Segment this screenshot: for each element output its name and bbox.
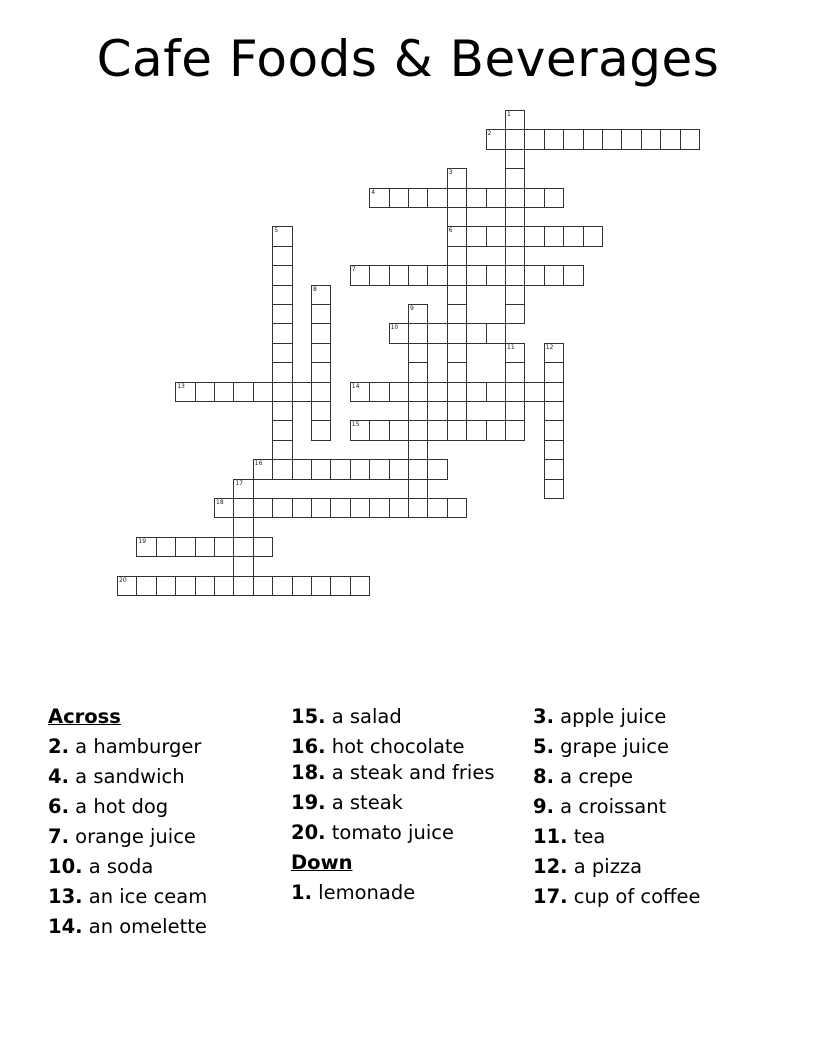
clue-number: 14: [351, 382, 360, 390]
grid-cell[interactable]: [389, 459, 409, 479]
grid-cell[interactable]: [466, 323, 486, 343]
clue-number: 20: [119, 576, 127, 584]
grid-cell[interactable]: [466, 265, 486, 285]
clue-across-16: 16. hot chocolate: [291, 735, 465, 758]
clue-down-9: 9. a croissant: [533, 795, 667, 818]
grid-cell[interactable]: [350, 420, 370, 440]
grid-cell[interactable]: [389, 382, 409, 402]
grid-cell[interactable]: [544, 129, 564, 149]
grid-cell[interactable]: [447, 382, 467, 402]
grid-cell[interactable]: [486, 323, 506, 343]
grid-cell[interactable]: [175, 576, 195, 596]
grid-cell[interactable]: [408, 440, 428, 460]
grid-cell[interactable]: [292, 459, 312, 479]
grid-cell[interactable]: [136, 576, 156, 596]
grid-cell[interactable]: [350, 576, 370, 596]
grid-cell[interactable]: [272, 401, 292, 421]
grid-cell[interactable]: [486, 420, 506, 440]
grid-cell[interactable]: [505, 149, 525, 169]
grid-cell[interactable]: [272, 576, 292, 596]
clue-number: 2: [487, 130, 492, 138]
grid-cell[interactable]: [369, 459, 389, 479]
puzzle-title: Cafe Foods & Beverages: [96, 30, 720, 88]
clue-number: 4: [371, 188, 376, 196]
grid-cell[interactable]: [563, 265, 583, 285]
clue-number: 11: [507, 343, 515, 351]
clue-down-12: 12. a pizza: [533, 855, 643, 878]
grid-cell[interactable]: [389, 498, 409, 518]
clue-number: 13: [177, 382, 185, 390]
grid-cell[interactable]: [563, 226, 583, 246]
grid-cell[interactable]: [272, 459, 292, 479]
grid-cell[interactable]: [408, 382, 428, 402]
clue-down-1: 1. lemonade: [291, 881, 416, 904]
clue-number: 8: [313, 285, 317, 293]
grid-cell[interactable]: [544, 459, 564, 479]
grid-cell[interactable]: [505, 285, 525, 305]
clue-down-5: 5. grape juice: [533, 735, 670, 758]
grid-cell[interactable]: [311, 323, 331, 343]
clue-down-3: 3. apple juice: [533, 705, 667, 728]
grid-cell[interactable]: [311, 304, 331, 324]
grid-cell[interactable]: [544, 226, 564, 246]
grid-cell[interactable]: [447, 168, 467, 188]
grid-cell[interactable]: [195, 576, 215, 596]
grid-cell[interactable]: [427, 323, 447, 343]
grid-cell[interactable]: [408, 479, 428, 499]
grid-cell[interactable]: [233, 517, 253, 537]
grid-cell[interactable]: [486, 382, 506, 402]
clue-across-19: 19. a steak: [291, 791, 403, 814]
grid-cell[interactable]: [233, 479, 253, 499]
grid-cell[interactable]: [311, 498, 331, 518]
grid-cell[interactable]: [447, 362, 467, 382]
grid-cell[interactable]: [272, 265, 292, 285]
grid-cell[interactable]: [544, 188, 564, 208]
grid-cell[interactable]: [311, 401, 331, 421]
grid-cell[interactable]: [466, 226, 486, 246]
grid-cell[interactable]: [369, 265, 389, 285]
grid-cell[interactable]: [505, 382, 525, 402]
grid-cell[interactable]: [447, 304, 467, 324]
grid-cell[interactable]: [311, 459, 331, 479]
grid-cell[interactable]: [408, 304, 428, 324]
clue-number: 9: [410, 305, 414, 312]
clue-number: 17: [235, 479, 244, 487]
grid-cell[interactable]: [505, 129, 525, 149]
grid-cell[interactable]: [524, 188, 544, 208]
grid-cell[interactable]: [195, 537, 215, 557]
grid-cell[interactable]: [389, 323, 409, 343]
grid-cell[interactable]: [156, 537, 176, 557]
across-heading: Across: [48, 705, 121, 728]
grid-cell[interactable]: [233, 498, 253, 518]
grid-cell[interactable]: [350, 382, 370, 402]
grid-cell[interactable]: [447, 323, 467, 343]
clue-across-4: 4. a sandwich: [48, 765, 185, 788]
grid-cell[interactable]: [505, 110, 525, 130]
grid-cell[interactable]: [330, 498, 350, 518]
grid-cell[interactable]: [292, 498, 312, 518]
grid-cell[interactable]: [447, 285, 467, 305]
grid-cell[interactable]: [486, 265, 506, 285]
clue-across-7: 7. orange juice: [48, 825, 196, 848]
clue-across-18: 18. a steak and fries: [291, 761, 495, 784]
clue-number: 19: [138, 537, 147, 545]
grid-cell[interactable]: [272, 440, 292, 460]
grid-cell[interactable]: [175, 382, 195, 402]
grid-cell[interactable]: [544, 362, 564, 382]
grid-cell[interactable]: [330, 459, 350, 479]
grid-cell[interactable]: [447, 207, 467, 227]
grid-cell[interactable]: [292, 576, 312, 596]
grid-cell[interactable]: [156, 576, 176, 596]
grid-cell[interactable]: [505, 362, 525, 382]
grid-cell[interactable]: [408, 265, 428, 285]
grid-cell[interactable]: [330, 576, 350, 596]
grid-cell[interactable]: [350, 498, 370, 518]
grid-cell[interactable]: [253, 459, 273, 479]
grid-cell[interactable]: [447, 420, 467, 440]
grid-cell[interactable]: [544, 420, 564, 440]
grid-cell[interactable]: [486, 188, 506, 208]
clue-number: 10: [390, 324, 399, 332]
grid-cell[interactable]: [524, 129, 544, 149]
grid-cell[interactable]: [253, 576, 273, 596]
grid-cell[interactable]: [447, 343, 467, 363]
grid-cell[interactable]: [272, 323, 292, 343]
clue-number: 15: [351, 421, 360, 429]
grid-cell[interactable]: [408, 401, 428, 421]
grid-cell[interactable]: [195, 382, 215, 402]
grid-cell[interactable]: [408, 343, 428, 363]
grid-cell[interactable]: [505, 304, 525, 324]
grid-cell[interactable]: [311, 576, 331, 596]
grid-cell[interactable]: [427, 498, 447, 518]
grid-cell[interactable]: [117, 576, 137, 596]
clue-across-10: 10. a soda: [48, 855, 154, 878]
grid-cell[interactable]: [233, 382, 253, 402]
grid-cell[interactable]: [680, 129, 700, 149]
grid-cell[interactable]: [389, 265, 409, 285]
grid-cell[interactable]: [408, 188, 428, 208]
grid-cell[interactable]: [408, 323, 428, 343]
grid-cell[interactable]: [583, 129, 603, 149]
grid-cell[interactable]: [292, 382, 312, 402]
grid-cell[interactable]: [544, 382, 564, 402]
grid-cell[interactable]: [641, 129, 661, 149]
grid-cell[interactable]: [253, 382, 273, 402]
grid-cell[interactable]: [233, 537, 253, 557]
grid-cell[interactable]: [505, 246, 525, 266]
grid-cell[interactable]: [544, 265, 564, 285]
grid-cell[interactable]: [447, 188, 467, 208]
clues-column-3: [533, 702, 773, 912]
grid-cell[interactable]: [447, 226, 467, 246]
grid-cell[interactable]: [602, 129, 622, 149]
grid-cell[interactable]: [350, 459, 370, 479]
grid-cell[interactable]: [505, 401, 525, 421]
clue-down-17: 17. cup of coffee: [533, 885, 701, 908]
grid-cell[interactable]: [505, 168, 525, 188]
grid-cell[interactable]: [466, 382, 486, 402]
clue-across-2: 2. a hamburger: [48, 735, 202, 758]
grid-cell[interactable]: [505, 343, 525, 363]
grid-cell[interactable]: [524, 226, 544, 246]
grid-cell[interactable]: [311, 362, 331, 382]
grid-cell[interactable]: [214, 537, 234, 557]
grid-cell[interactable]: [447, 265, 467, 285]
grid-cell[interactable]: [369, 498, 389, 518]
grid-cell[interactable]: [136, 537, 156, 557]
grid-cell[interactable]: [427, 382, 447, 402]
grid-cell[interactable]: [544, 440, 564, 460]
grid-cell[interactable]: [447, 498, 467, 518]
grid-cell[interactable]: [214, 576, 234, 596]
grid-cell[interactable]: [233, 576, 253, 596]
grid-cell[interactable]: [466, 420, 486, 440]
clue-number: 7: [351, 266, 356, 274]
grid-cell[interactable]: [583, 226, 603, 246]
grid-cell[interactable]: [272, 420, 292, 440]
grid-cell[interactable]: [253, 537, 273, 557]
grid-cell[interactable]: [311, 382, 331, 402]
grid-cell[interactable]: [660, 129, 680, 149]
grid-cell[interactable]: [272, 498, 292, 518]
grid-cell[interactable]: [427, 188, 447, 208]
grid-cell[interactable]: [369, 382, 389, 402]
clue-number: 5: [274, 227, 279, 235]
grid-cell[interactable]: [408, 362, 428, 382]
grid-cell[interactable]: [466, 188, 486, 208]
clue-across-14: 14. an omelette: [48, 915, 207, 938]
grid-cell[interactable]: [408, 498, 428, 518]
clue-number: 3: [448, 169, 453, 177]
grid-cell[interactable]: [544, 479, 564, 499]
grid-cell[interactable]: [253, 498, 273, 518]
clue-across-15: 15. a salad: [291, 705, 402, 728]
grid-cell[interactable]: [447, 246, 467, 266]
grid-cell[interactable]: [233, 556, 253, 576]
clue-down-8: 8. a crepe: [533, 765, 634, 788]
grid-cell[interactable]: [505, 265, 525, 285]
grid-cell[interactable]: [505, 226, 525, 246]
clue-across-20: 20. tomato juice: [291, 821, 454, 844]
grid-cell[interactable]: [505, 420, 525, 440]
grid-cell[interactable]: [544, 343, 564, 363]
clues-column-1: [48, 702, 283, 942]
grid-cell[interactable]: [447, 401, 467, 421]
grid-cell[interactable]: [544, 401, 564, 421]
grid-cell[interactable]: [563, 129, 583, 149]
grid-cell[interactable]: [272, 285, 292, 305]
clue-number: 12: [545, 343, 554, 351]
clue-across-13: 13. an ice ceam: [48, 885, 208, 908]
grid-cell[interactable]: [389, 188, 409, 208]
clue-down-11: 11. tea: [533, 825, 606, 848]
grid-cell[interactable]: [350, 265, 370, 285]
grid-cell[interactable]: [272, 304, 292, 324]
grid-cell[interactable]: [486, 226, 506, 246]
grid-cell[interactable]: [272, 246, 292, 266]
grid-cell[interactable]: [524, 265, 544, 285]
grid-cell[interactable]: [621, 129, 641, 149]
clue-number: 1: [507, 111, 511, 118]
grid-cell[interactable]: [427, 265, 447, 285]
clue-number: 6: [448, 227, 453, 235]
grid-cell[interactable]: [524, 382, 544, 402]
grid-cell[interactable]: [311, 285, 331, 305]
grid-cell[interactable]: [505, 188, 525, 208]
grid-cell[interactable]: [272, 343, 292, 363]
grid-cell[interactable]: [369, 420, 389, 440]
grid-cell[interactable]: [214, 382, 234, 402]
grid-cell[interactable]: [408, 420, 428, 440]
grid-cell[interactable]: [214, 498, 234, 518]
grid-cell[interactable]: [427, 420, 447, 440]
grid-cell[interactable]: [311, 420, 331, 440]
grid-cell[interactable]: [272, 226, 292, 246]
grid-cell[interactable]: [272, 382, 292, 402]
grid-cell[interactable]: [175, 537, 195, 557]
clue-number: 18: [216, 499, 224, 506]
grid-cell[interactable]: [486, 129, 506, 149]
grid-cell[interactable]: [272, 362, 292, 382]
grid-cell[interactable]: [505, 207, 525, 227]
clues-column-2: [291, 702, 501, 908]
grid-cell[interactable]: [427, 459, 447, 479]
grid-cell[interactable]: [311, 343, 331, 363]
grid-cell[interactable]: [389, 420, 409, 440]
down-heading: Down: [291, 851, 353, 874]
clue-number: 16: [254, 460, 263, 468]
grid-cell[interactable]: [369, 188, 389, 208]
grid-cell[interactable]: [408, 459, 428, 479]
clue-across-6: 6. a hot dog: [48, 795, 169, 818]
